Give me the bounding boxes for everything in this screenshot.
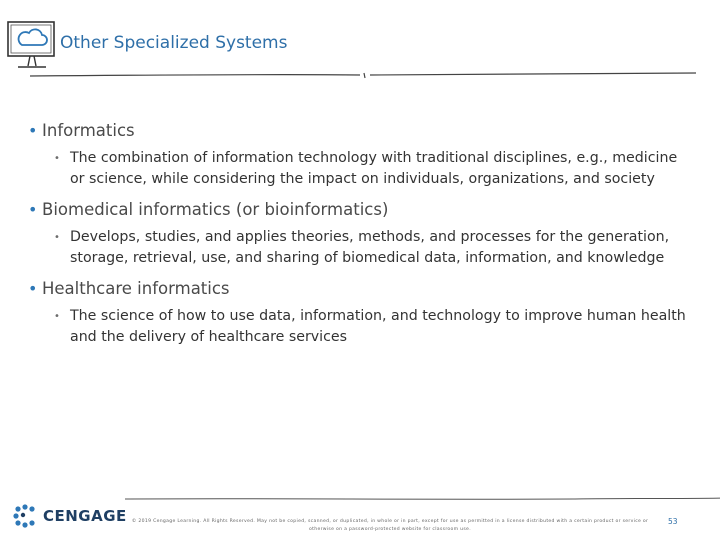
bullet-informatics xyxy=(28,121,708,140)
bullet-marker-icon: • xyxy=(28,279,38,298)
sub-bullet-marker-icon: • xyxy=(54,232,60,243)
slide-content xyxy=(28,121,708,358)
bullet-heading: Healthcare informatics xyxy=(42,279,230,298)
sub-bullet-marker-icon: • xyxy=(54,311,60,322)
footer-divider xyxy=(125,495,720,503)
sub-bullet-marker-icon: • xyxy=(54,153,60,164)
page-number: 53 xyxy=(668,517,678,526)
sub-bullet-text: Develops, studies, and applies theories, methods, and processes for the generation, storage, retrieval, use, and sharing of biomedical data, information, and knowledge xyxy=(70,229,670,266)
bullet-heading: Biomedical informatics (or bioinformatics) xyxy=(42,200,389,219)
sub-bullet-informatics xyxy=(54,148,694,189)
bullet-marker-icon: • xyxy=(28,200,38,219)
copyright-notice: © 2019 Cengage Learning. All Rights Reserved. May not be copied, scanned, or duplicated, in whole or in part, except for use as permitted in a license distributed with a certain product or service or otherwise on a password-protected website for classroom use. xyxy=(131,519,649,532)
bullet-marker-icon: • xyxy=(28,121,38,140)
page-title: Other Specialized Systems xyxy=(60,33,288,53)
cengage-logo xyxy=(12,503,127,529)
cengage-mark-icon xyxy=(12,503,38,529)
cloud-monitor-icon xyxy=(6,18,58,74)
sub-bullet-biomedical-informatics xyxy=(54,227,694,268)
sub-bullet-healthcare-informatics xyxy=(54,306,694,347)
brand-name: CENGAGE xyxy=(43,507,127,525)
bullet-healthcare-informatics xyxy=(28,279,708,298)
bullet-biomedical-informatics xyxy=(28,200,708,219)
bullet-heading: Informatics xyxy=(42,121,135,140)
sub-bullet-text: The science of how to use data, information, and technology to improve human health and the delivery of healthcare services xyxy=(70,308,686,345)
sub-bullet-text: The combination of information technology with traditional disciplines, e.g., medicine or science, while considering the impact on individuals, organizations, and society xyxy=(70,150,678,187)
title-divider xyxy=(30,70,696,80)
